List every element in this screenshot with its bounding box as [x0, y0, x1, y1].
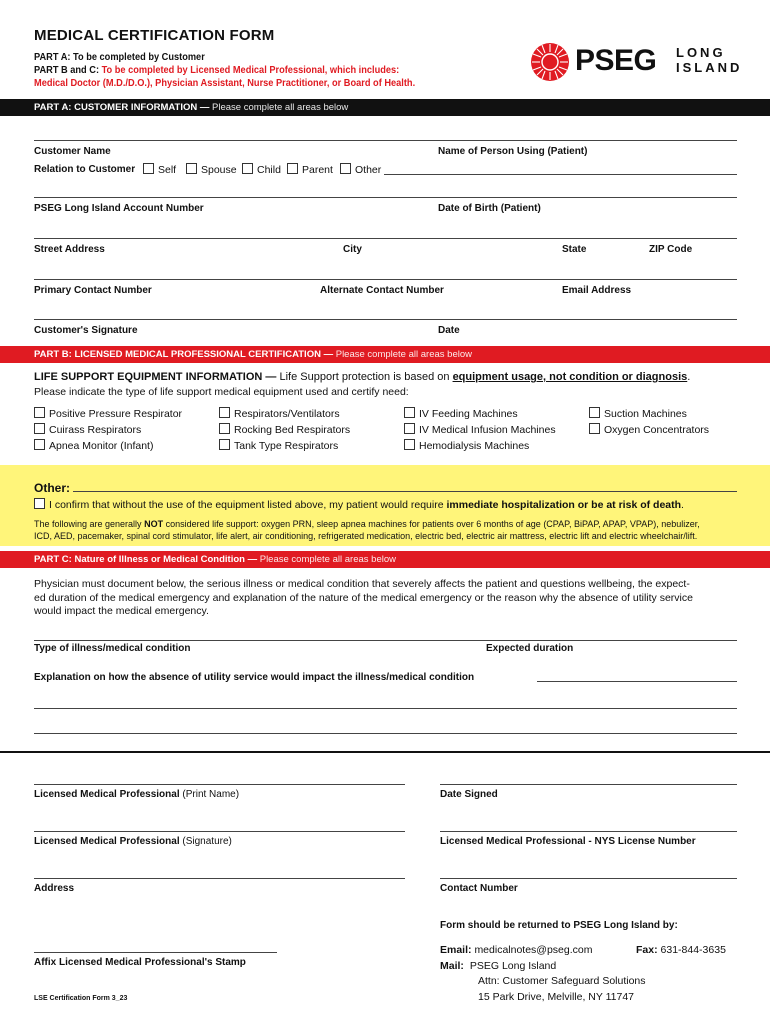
equipment-option[interactable] [404, 439, 529, 452]
parent-label: Parent [302, 164, 333, 176]
city-field[interactable]: City [343, 244, 362, 255]
part-b-bar-title: PART B: LICENSED MEDICAL PROFESSIONAL CERTIFICATION — [34, 349, 334, 360]
lmp-label: Licensed Medical Professional [34, 789, 180, 800]
illness-type-field[interactable]: Type of illness/medical condition [34, 643, 191, 654]
part-b-bar [0, 346, 770, 363]
note-start: The following are generally [34, 519, 142, 529]
note-rest: considered life support: oxygen PRN, sleep apnea machines for patients over 6 months of age (CPAP, BiPAP, APAP, VPAP), nebulizer, [165, 519, 700, 529]
explanation-input-line3[interactable] [34, 733, 737, 734]
form-footer: LSE Certification Form 3_23 [34, 995, 128, 1002]
email-field[interactable]: Email Address [562, 285, 632, 296]
equipment-label: Suction Machines [604, 408, 687, 420]
other-label: Other: [34, 481, 70, 495]
mail-line3: 15 Park Drive, Melville, NY 11747 [478, 990, 635, 1003]
confirm-statement[interactable] [34, 498, 684, 511]
rule [34, 279, 737, 280]
checkbox[interactable] [219, 439, 230, 450]
part-bc-label: PART B and C: [34, 64, 100, 76]
date-signed-field[interactable]: Date Signed [440, 789, 498, 800]
part-b-bar-note: Please complete all areas below [335, 349, 472, 360]
checkbox[interactable] [34, 423, 45, 434]
return-email-link[interactable]: medicalnotes@pseg.com [474, 944, 593, 956]
email-label: Email: [440, 944, 472, 956]
part-a-label: PART A: [34, 51, 71, 63]
checkbox[interactable] [589, 423, 600, 434]
mail-label: Mail: [440, 959, 464, 972]
explanation-input-line2[interactable] [34, 708, 737, 709]
note-not: NOT [144, 519, 164, 529]
logo-brand: PSEG [575, 44, 657, 77]
alternate-contact-field[interactable]: Alternate Contact Number [320, 285, 444, 296]
checkbox[interactable] [34, 439, 45, 450]
not-life-support-note [34, 518, 744, 542]
mail-line1: PSEG Long Island [469, 959, 557, 972]
part-a-bar [0, 99, 770, 116]
rule [34, 831, 405, 832]
checkbox[interactable] [219, 423, 230, 434]
life-support-title: LIFE SUPPORT EQUIPMENT INFORMATION — [34, 371, 277, 383]
relation-parent-option[interactable] [287, 163, 333, 176]
checkbox[interactable] [34, 407, 45, 418]
part-c-line1: Physician must document below, the serious illness or medical condition that severely affects the patient and questions wellbeing, the expect- [34, 578, 690, 590]
lmp-signature-field[interactable] [34, 836, 232, 847]
part-a-text: To be completed by Customer [73, 51, 205, 63]
part-c-bar-note: Please complete all areas below [259, 554, 396, 565]
relation-child-option[interactable] [242, 163, 281, 176]
primary-contact-field[interactable]: Primary Contact Number [34, 285, 152, 296]
life-support-heading [34, 371, 690, 383]
equipment-label: IV Feeding Machines [419, 408, 518, 420]
confirm-checkbox[interactable] [34, 498, 45, 509]
pseg-sunburst-logo-icon [530, 42, 570, 82]
relation-label: Relation to Customer [34, 164, 136, 175]
form-title: MEDICAL CERTIFICATION FORM [34, 27, 275, 44]
confirm-text: I confirm that without the use of the equipment listed above, my patient would require [49, 499, 444, 511]
expected-duration-field[interactable]: Expected duration [486, 643, 574, 654]
equipment-option[interactable] [34, 439, 153, 452]
rule [34, 197, 737, 198]
confirm-emphasis: immediate hospitalization or be at risk of death [446, 499, 682, 511]
other-checkbox[interactable] [340, 163, 351, 174]
stamp-line[interactable] [34, 952, 277, 953]
license-number-field[interactable]: Licensed Medical Professional - NYS License Number [440, 836, 696, 847]
rule [34, 319, 737, 320]
rule [34, 878, 405, 879]
equipment-label: Oxygen Concentrators [604, 424, 710, 436]
logo-long: LONG [676, 45, 726, 60]
logo-island: ISLAND [676, 60, 743, 75]
equipment-option[interactable] [34, 407, 182, 420]
checkbox[interactable] [589, 407, 600, 418]
dob-field[interactable]: Date of Birth (Patient) [438, 203, 541, 214]
equipment-label: IV Medical Infusion Machines [419, 424, 556, 436]
equipment-option[interactable] [219, 423, 350, 436]
part-a-bar-title: PART A: CUSTOMER INFORMATION — [34, 102, 210, 113]
zip-field[interactable]: ZIP Code [649, 244, 693, 255]
section-divider [0, 751, 770, 753]
fax-block [636, 943, 726, 959]
part-c-bar-title: PART C: Nature of Illness or Medical Condition — [34, 554, 258, 565]
fax-label: Fax: [636, 944, 658, 956]
part-c-line2: ed duration of the medical emergency and explanation of the nature of the medical emergency or the reason why the absence of utility service [34, 591, 693, 604]
spouse-label: Spouse [201, 164, 237, 176]
checkbox[interactable] [404, 407, 415, 418]
note-line2: ICD, AED, pacemaker, spinal cord stimulator, life alert, air conditioning, refrigerated medication, electric bed, electric air mattress, electric lift and electric wheelchair/lift. [34, 531, 698, 541]
explanation-label: Explanation on how the absence of utility service would impact the illness/medical condition [34, 672, 475, 683]
equipment-option[interactable] [589, 407, 687, 420]
stamp-label: Affix Licensed Medical Professional's Stamp [34, 957, 246, 968]
part-a-bar-note: Please complete all areas below [212, 102, 349, 113]
checkbox[interactable] [404, 439, 415, 450]
lmp-print-name-field[interactable] [34, 789, 239, 800]
parent-checkbox[interactable] [287, 163, 298, 174]
fax-number: 631-844-3635 [660, 944, 726, 956]
checkbox[interactable] [404, 423, 415, 434]
street-field[interactable]: Street Address [34, 244, 105, 255]
life-support-instruction: Please indicate the type of life support medical equipment used and certify need: [34, 386, 409, 398]
rule [34, 238, 737, 239]
equipment-label: Cuirass Respirators [49, 424, 142, 436]
patient-name-field[interactable]: Name of Person Using (Patient) [438, 146, 588, 157]
explanation-input-line1[interactable] [537, 681, 737, 682]
spouse-checkbox[interactable] [186, 163, 197, 174]
equipment-option[interactable] [34, 423, 141, 436]
self-label: Self [158, 164, 177, 176]
equipment-label: Respirators/Ventilators [234, 408, 340, 420]
equipment-option[interactable] [589, 423, 709, 436]
child-checkbox[interactable] [242, 163, 253, 174]
equipment-option[interactable] [219, 439, 338, 452]
other-equipment-input[interactable] [73, 491, 737, 492]
customer-date-field[interactable]: Date [438, 325, 460, 336]
part-c-line3: would impact the medical emergency. [34, 605, 209, 617]
child-label: Child [257, 164, 281, 176]
relation-spouse-option[interactable] [186, 163, 237, 176]
equipment-label: Apnea Monitor (Infant) [49, 440, 154, 452]
equipment-label: Tank Type Respirators [234, 440, 339, 452]
other-relation-input[interactable] [384, 174, 737, 175]
checkbox[interactable] [219, 407, 230, 418]
rule [34, 640, 737, 641]
contact-number-field[interactable]: Contact Number [440, 883, 518, 894]
lmp-label: Licensed Medical Professional [34, 836, 180, 847]
state-field[interactable]: State [562, 244, 587, 255]
part-bc-subtitle [34, 64, 399, 76]
life-support-emphasis: equipment usage, not condition or diagnosis [452, 371, 688, 383]
self-checkbox[interactable] [143, 163, 154, 174]
return-instructions-title: Form should be returned to PSEG Long Island by: [440, 920, 678, 931]
rule [440, 784, 737, 785]
relation-self-option[interactable] [143, 163, 176, 176]
life-support-end: . [687, 371, 691, 383]
signature-suffix: (Signature) [182, 836, 232, 847]
equipment-option[interactable] [404, 423, 556, 436]
address-field[interactable]: Address [34, 883, 75, 894]
equipment-option[interactable] [404, 407, 518, 420]
rule [34, 784, 405, 785]
equipment-label: Hemodialysis Machines [419, 440, 530, 452]
part-a-subtitle [34, 51, 205, 63]
part-bc-text: To be completed by Licensed Medical Professional, which includes: [101, 64, 400, 76]
mail-line2: Attn: Customer Safeguard Solutions [478, 975, 646, 987]
equipment-option[interactable] [219, 407, 340, 420]
rule [440, 878, 737, 879]
other-label: Other [355, 164, 382, 176]
rule [34, 140, 737, 141]
rule [440, 831, 737, 832]
part-bc-text2: Medical Doctor (M.D./D.O.), Physician Assistant, Nurse Practitioner, or Board of Health. [34, 77, 416, 89]
customer-name-field[interactable]: Customer Name [34, 146, 111, 157]
equipment-label: Rocking Bed Respirators [234, 424, 351, 436]
part-c-bar [0, 551, 770, 568]
print-name-suffix: (Print Name) [182, 789, 240, 800]
life-support-text: Life Support protection is based on [279, 371, 450, 383]
account-number-field[interactable]: PSEG Long Island Account Number [34, 203, 204, 214]
equipment-label: Positive Pressure Respirator [49, 408, 183, 420]
confirm-end: . [681, 499, 684, 511]
relation-other-option[interactable] [340, 163, 381, 176]
part-c-instructions [34, 578, 693, 619]
return-contact-block [440, 943, 646, 1005]
customer-signature-field[interactable]: Customer's Signature [34, 325, 138, 336]
